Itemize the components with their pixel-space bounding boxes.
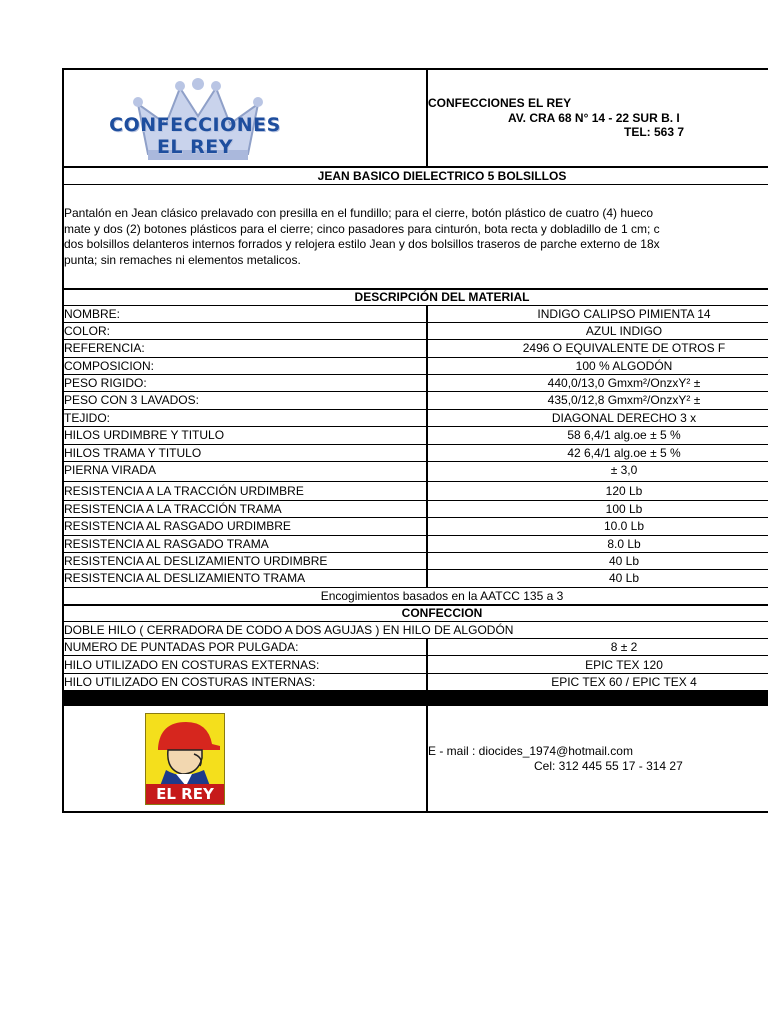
spec-value: 10.0 Lb bbox=[603, 519, 645, 533]
divider bbox=[62, 655, 768, 656]
spec-label: HILOS TRAMA Y TITULO bbox=[64, 446, 202, 460]
spec-label: PESO CON 3 LAVADOS: bbox=[64, 393, 199, 407]
spec-value: DIAGONAL DERECHO 3 x bbox=[551, 411, 697, 425]
spec-value: ± 3,0 bbox=[610, 463, 638, 477]
spec-value: 100 Lb bbox=[605, 502, 643, 516]
spec-label: NUMERO DE PUNTADAS POR PULGADA: bbox=[64, 640, 299, 654]
spec-value: 58 6,4/1 alg.oe ± 5 % bbox=[567, 428, 681, 442]
spec-label: REFERENCIA: bbox=[64, 341, 145, 355]
logo-text-line1: CONFECCIONES bbox=[109, 114, 281, 136]
spec-value: 100 % ALGODÓN bbox=[575, 359, 673, 373]
spec-label: COMPOSICION: bbox=[64, 359, 155, 373]
spec-sheet bbox=[62, 68, 768, 814]
spec-label: HILO UTILIZADO EN COSTURAS EXTERNAS: bbox=[64, 658, 320, 672]
company-phone: TEL: 563 7 bbox=[624, 125, 685, 139]
spec-value: INDIGO CALIPSO PIMIENTA 14 bbox=[537, 307, 711, 321]
spec-value: EPIC TEX 60 / EPIC TEX 4 bbox=[551, 675, 697, 689]
spec-label: NOMBRE: bbox=[64, 307, 121, 321]
description-line: dos bolsillos delanteros internos forrados y relojera estilo Jean y dos bolsillos traseros de parche externo de 18x bbox=[64, 237, 660, 251]
spec-value: 40 Lb bbox=[608, 554, 640, 568]
description-line: punta; sin remaches ni elementos metalicos. bbox=[64, 252, 301, 267]
column-divider bbox=[426, 706, 428, 813]
column-divider bbox=[426, 68, 428, 166]
company-address: AV. CRA 68 N° 14 - 22 SUR B. I bbox=[508, 111, 680, 125]
confeccion-full-row: DOBLE HILO ( CERRADORA DE CODO A DOS AGUJAS ) EN HILO DE ALGODÓN bbox=[64, 623, 514, 637]
shrinkage-note: Encogimientos basados en la AATCC 135 a 3 bbox=[320, 589, 564, 603]
spec-value: 440,0/13,0 Gmxm²/OnzxY² ± bbox=[547, 376, 701, 390]
company-name: CONFECCIONES EL REY bbox=[428, 96, 572, 110]
logo-text-line2: EL REY bbox=[156, 136, 234, 158]
description-line: Pantalón en Jean clásico prelavado con presilla en el fundillo; para el cierre, botón plástico de cuatro (4) hueco bbox=[64, 206, 654, 220]
product-title: JEAN BASICO DIELECTRICO 5 BOLSILLOS bbox=[317, 169, 567, 183]
badge-label: EL REY bbox=[146, 784, 224, 804]
spec-value: 2496 O EQUIVALENTE DE OTROS F bbox=[522, 341, 726, 355]
spec-value: 435,0/12,8 Gmxm²/OnzxY² ± bbox=[547, 393, 701, 407]
spec-label: TEJIDO: bbox=[64, 411, 111, 425]
spec-value: EPIC TEX 120 bbox=[585, 658, 663, 672]
spec-value: 120 Lb bbox=[605, 484, 643, 498]
company-logo bbox=[100, 76, 290, 166]
black-separator-bar bbox=[62, 690, 768, 706]
worker-helmet-icon bbox=[146, 714, 224, 786]
spec-label: RESISTENCIA AL RASGADO URDIMBRE bbox=[64, 519, 291, 533]
contact-cel: Cel: 312 445 55 17 - 314 27 bbox=[534, 759, 683, 773]
divider bbox=[62, 481, 768, 482]
spec-label: RESISTENCIA AL DESLIZAMIENTO URDIMBRE bbox=[64, 554, 328, 568]
spec-label: RESISTENCIA A LA TRACCIÓN TRAMA bbox=[64, 502, 282, 516]
spec-label: COLOR: bbox=[64, 324, 111, 338]
spec-label: RESISTENCIA AL DESLIZAMIENTO TRAMA bbox=[64, 571, 306, 585]
divider bbox=[62, 184, 768, 185]
spec-label: PIERNA VIRADA bbox=[64, 463, 157, 477]
spec-label: HILO UTILIZADO EN COSTURAS INTERNAS: bbox=[64, 675, 316, 689]
spec-label: RESISTENCIA A LA TRACCIÓN URDIMBRE bbox=[64, 484, 304, 498]
spec-label: PESO RIGIDO: bbox=[64, 376, 147, 390]
spec-label: RESISTENCIA AL RASGADO TRAMA bbox=[64, 537, 269, 551]
product-description bbox=[64, 206, 768, 268]
material-heading: DESCRIPCIÓN DEL MATERIAL bbox=[354, 290, 530, 304]
confeccion-heading: CONFECCION bbox=[401, 606, 483, 620]
spec-label: HILOS URDIMBRE Y TITULO bbox=[64, 428, 225, 442]
spec-value: 8 ± 2 bbox=[610, 640, 638, 654]
description-line: mate y dos (2) botones plásticos para el cierre; cinco pasadores para cinturón, bota recta y dobladillo de 1 cm; c bbox=[64, 221, 660, 236]
spec-value: 42 6,4/1 alg.oe ± 5 % bbox=[567, 446, 681, 460]
spec-value: AZUL INDIGO bbox=[585, 324, 663, 338]
spec-value: 8.0 Lb bbox=[607, 537, 641, 551]
el-rey-badge bbox=[145, 713, 225, 805]
contact-email: E - mail : diocides_1974@hotmail.com bbox=[428, 744, 633, 758]
spec-value: 40 Lb bbox=[608, 571, 640, 585]
